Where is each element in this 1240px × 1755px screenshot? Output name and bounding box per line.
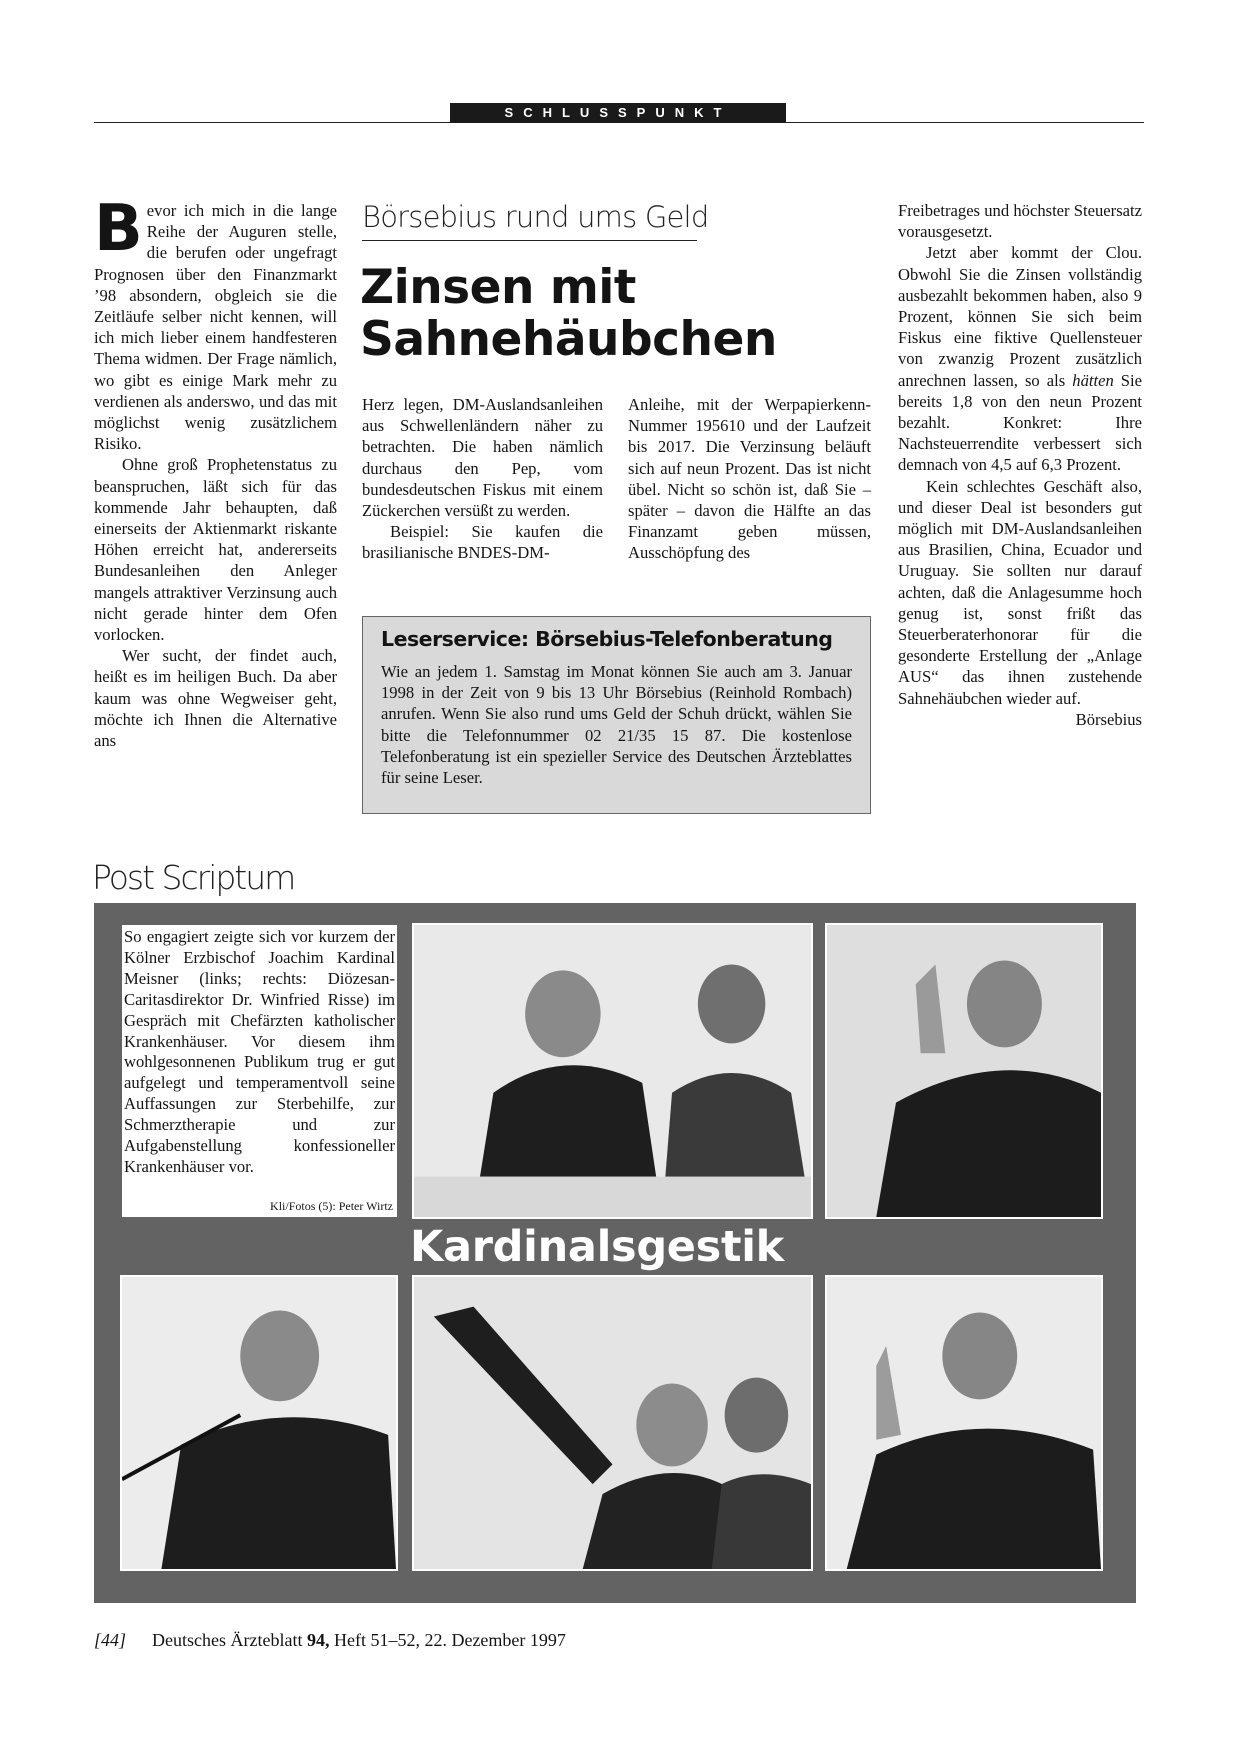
article-column-2	[362, 394, 603, 564]
service-box	[362, 616, 871, 814]
page-footer	[94, 1630, 566, 1651]
article-column-1	[94, 192, 337, 751]
article-paragraph: Ohne groß Prophetenstatus zu beanspruchen, läßt sich für das kommende Jahr behaupten, daß einerseits der Aktienmarkt riskante Höhen erreicht hat, andererseits Bundesanleihen den Anleger mangels attraktiver Verzinsung auch nicht gerade hinter dem Ofen vorlocken.	[94, 455, 337, 645]
headline-line-1: Zinsen mit	[360, 260, 636, 315]
service-box-text: Wie an jedem 1. Samstag im Monat können Sie auch am 3. Januar 1998 in der Zeit von 9 bis 13 Uhr Börsebius (Reinhold Rombach) anrufen. Wenn Sie also rund ums Geld der Schuh drückt, wählen Sie bitte die Telefonnummer 02 21/35 15 87. Die kostenlose Telefonberatung ist ein spezieller Service des Deutschen Ärzteblattes für seine Leser.	[381, 662, 852, 788]
photo-cardinal-microphone	[120, 1275, 398, 1571]
caption-text: So engagiert zeigte sich vor kurzem der Kölner Erzbischof Joachim Kardinal Meisner (links; rechts: Diözesan-Caritasdirektor Dr. Winfried Risse) im Gespräch mit Chefärzten katholischer Krankenhäuser. Vor diesem ihm wohlgesonnenen Publikum trug er gut aufgelegt und temperamentvoll seine Auffassungen zur Sterbehilfe, zur Schmerztherapie und zur Aufgabenstellung konfessioneller Krankenhäuser vor.	[124, 927, 395, 1176]
article-rubric: Börsebius rund ums Geld	[362, 200, 697, 241]
article-paragraph: Freibetrages und höchster Steuersatz vorausgesetzt.	[898, 201, 1142, 242]
post-scriptum-label: Post Scriptum	[92, 858, 295, 897]
article-column-3	[628, 394, 871, 564]
article-paragraph: Wer sucht, der findet auch, heißt es im heiligen Buch. Da aber kaum was ohne Wegweiser geht, möchte ich Ihnen die Alternative ans	[94, 646, 337, 751]
article-paragraph: Kein schlechtes Geschäft also, und dieser Deal ist besonders gut möglich mit DM-Auslandsanleihen aus Brasilien, China, Ecuador und Uruguay. Sie sollten nur darauf achten, daß die Anlagesumme hoch genug ist, sonst frißt das Steuerberaterhonorar für die gesonderte Erstellung der „Anlage AUS“ das ihnen zustehende Sahnehäubchen wieder auf. Börsebius	[898, 476, 1142, 729]
article-paragraph: Anleihe, mit der Werpapierkenn-Nummer 195610 und der Laufzeit bis 2017. Die Verzinsung beläuft sich auf neun Prozent. Das ist nicht übel. Nicht so schön ist, daß Sie – später – davon die Hälfte an das Finanzamt geben müssen, Ausschöpfung des	[628, 395, 871, 563]
page-number: [44]	[94, 1630, 127, 1650]
article-paragraph: Jetzt aber kommt der Clou. Obwohl Sie die Zinsen vollständig ausbezahlt bekommen haben, also 9 Prozent, können Sie sich beim Fiskus eine fiktive Quellensteuer von zwanzig Prozent zusätzlich anrechnen lassen, so als hätten Sie bereits 1,8 von den neun Prozent bezahlt. Konkret: Ihre Nachsteuerrendite verbessert sich demnach von 4,5 auf 6,3 Prozent.	[898, 243, 1143, 475]
article-paragraph: Beispiel: Sie kaufen die brasilianische BNDES-DM-	[362, 522, 603, 563]
article-headline	[360, 262, 880, 366]
drop-cap: B	[94, 192, 143, 266]
photo-cardinal-with-director	[412, 923, 813, 1219]
section-label: SCHLUSSPUNKT	[450, 103, 786, 123]
photo-caption	[122, 925, 397, 1217]
article-paragraph: Bevor ich mich in die lange Reihe der Auguren stelle, die berufen oder ungefragt Prognosen über den Finanzmarkt ’98 absondern, obgleich sie die Zeitläufe selber nicht kennen, will ich mich lieber einem handfesteren Thema widmen. Der Frage nämlich, wo gibt es einige Mark mehr zu verdienen als anderswo, und das mit möglichst wenig zusätzlichem Risiko.	[94, 192, 337, 454]
emphasis: hätten	[1072, 370, 1114, 390]
photo-cardinal-fist-raised	[412, 1275, 813, 1571]
journal-issue: Heft 51–52, 22. Dezember 1997	[333, 1630, 566, 1650]
journal-volume: 94,	[306, 1630, 330, 1650]
headline-line-2: Sahnehäubchen	[360, 312, 777, 367]
journal-name: Deutsches Ärzteblatt	[152, 1630, 303, 1650]
service-box-title: Leserservice: Börsebius-Telefonberatung	[381, 627, 833, 651]
author-signature: Börsebius	[1075, 709, 1142, 729]
photo-cardinal-raised-hand	[825, 923, 1103, 1219]
photo-credit: Kli/Fotos (5): Peter Wirtz	[270, 1199, 393, 1213]
article-paragraph: Herz legen, DM-Auslandsanleihen aus Schwellenländern näher zu betrachten. Die haben nämlich durchaus den Pep, vom bundesdeutschen Fiskus mit einem Zückerchen versüßt zu werden.	[362, 395, 603, 521]
photo-panel-title: Kardinalsgestik	[410, 1222, 784, 1272]
photo-cardinal-finger-raised	[825, 1275, 1103, 1571]
article-column-4	[898, 200, 1142, 730]
